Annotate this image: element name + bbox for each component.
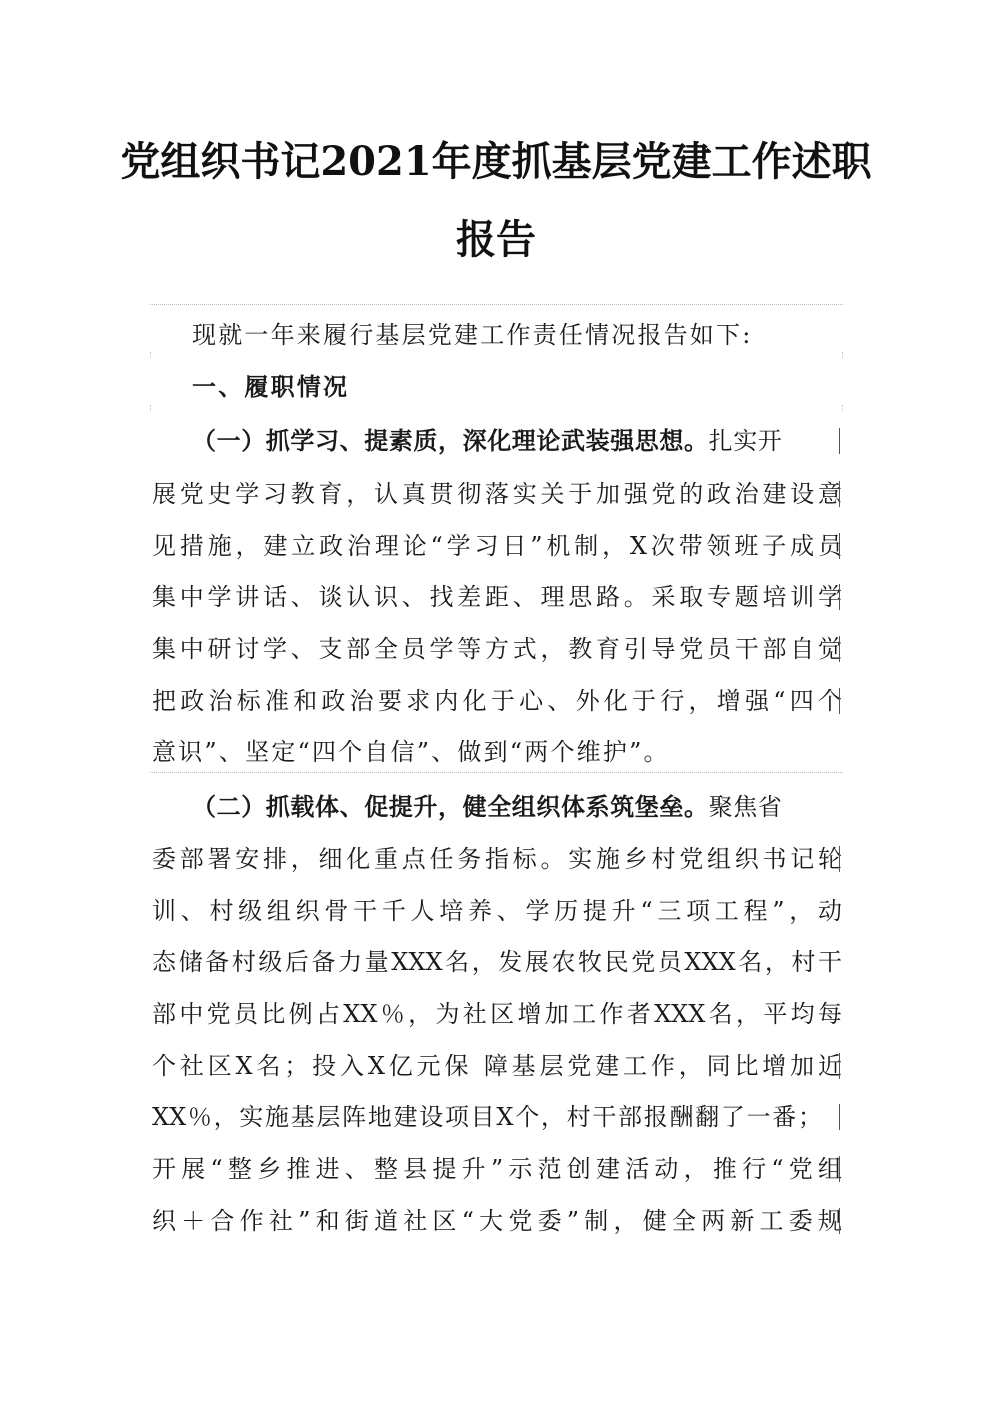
paragraph-2-line-2: 委部署安排，细化重点任务指标。实施乡村党组织书记轮	[152, 845, 842, 873]
paragraph-1-line-6: 把政治标准和政治要求内化于心、外化于行，增强“四个	[152, 687, 842, 715]
document-title-line1: 党组织书记2021年度抓基层党建工作述职	[120, 138, 872, 185]
paragraph-2-line-1	[192, 790, 842, 824]
paragraph-1-line-2: 展党史学习教育，认真贯彻落实关于加强党的政治建设意	[152, 480, 842, 508]
revision-bar	[839, 533, 840, 559]
section-heading: 一、履职情况	[192, 372, 350, 401]
paragraph-2-line-7: XX％，实施基层阵地建设项目X个，村干部报酬翻了一番；	[152, 1103, 822, 1131]
paragraph-1-lead-tail: 扎实开	[708, 427, 783, 455]
revision-bar	[839, 846, 840, 872]
margin-mark	[150, 352, 151, 358]
margin-mark	[150, 405, 151, 411]
revision-bar	[839, 1104, 840, 1130]
paragraph-1-line-1	[192, 424, 842, 458]
paragraph-2-line-6: 个社区X名；投入X亿元保 障基层党建工作，同比增加近	[152, 1052, 842, 1080]
revision-bar	[839, 481, 840, 507]
paragraph-2-line-9: 织＋合作社”和街道社区“大党委”制，健全两新工委规	[152, 1207, 842, 1235]
paragraph-2-line-3: 训、村级组织骨干千人培养、学历提升“三项工程”，动	[152, 897, 842, 925]
paragraph-2-line-5: 部中党员比例占XX％，为社区增加工作者XXX名，平均每	[152, 1000, 842, 1028]
paragraph-1-line-5: 集中研讨学、支部全员学等方式，教育引导党员干部自觉	[152, 635, 842, 663]
paragraph-2-line-4: 态储备村级后备力量XXX名，发展农牧民党员XXX名，村干	[152, 948, 842, 976]
revision-bar	[839, 636, 840, 662]
margin-mark	[842, 352, 843, 358]
paragraph-2-line-8: 开展“整乡推进、整县提升”示范创建活动，推行“党组	[152, 1155, 842, 1183]
paragraph-divider	[150, 772, 843, 773]
paragraph-1-line-3: 见措施，建立政治理论“学习日”机制，X次带领班子成员	[152, 532, 842, 560]
revision-bar	[839, 1053, 840, 1079]
revision-bar	[839, 428, 840, 454]
paragraph-2-lead-tail: 聚焦省	[708, 793, 783, 821]
revision-bar	[839, 584, 840, 610]
intro-text: 现就一年来履行基层党建工作责任情况报告如下:	[192, 321, 753, 349]
revision-bar	[839, 688, 840, 714]
paragraph-2-lead: （二）抓载体、促提升，健全组织体系筑堡垒。	[192, 792, 709, 821]
margin-mark	[842, 405, 843, 411]
paragraph-1-line-7: 意识”、坚定“四个自信”、做到“两个维护”。	[152, 738, 670, 766]
revision-bar	[839, 1208, 840, 1234]
top-divider	[150, 304, 843, 305]
revision-bar	[839, 1156, 840, 1182]
document-title-line2: 报告	[456, 216, 536, 263]
paragraph-1-lead: （一）抓学习、提素质，深化理论武装强思想。	[192, 426, 709, 455]
paragraph-1-line-4: 集中学讲话、谈认识、找差距、理思路。采取专题培训学	[152, 583, 842, 611]
